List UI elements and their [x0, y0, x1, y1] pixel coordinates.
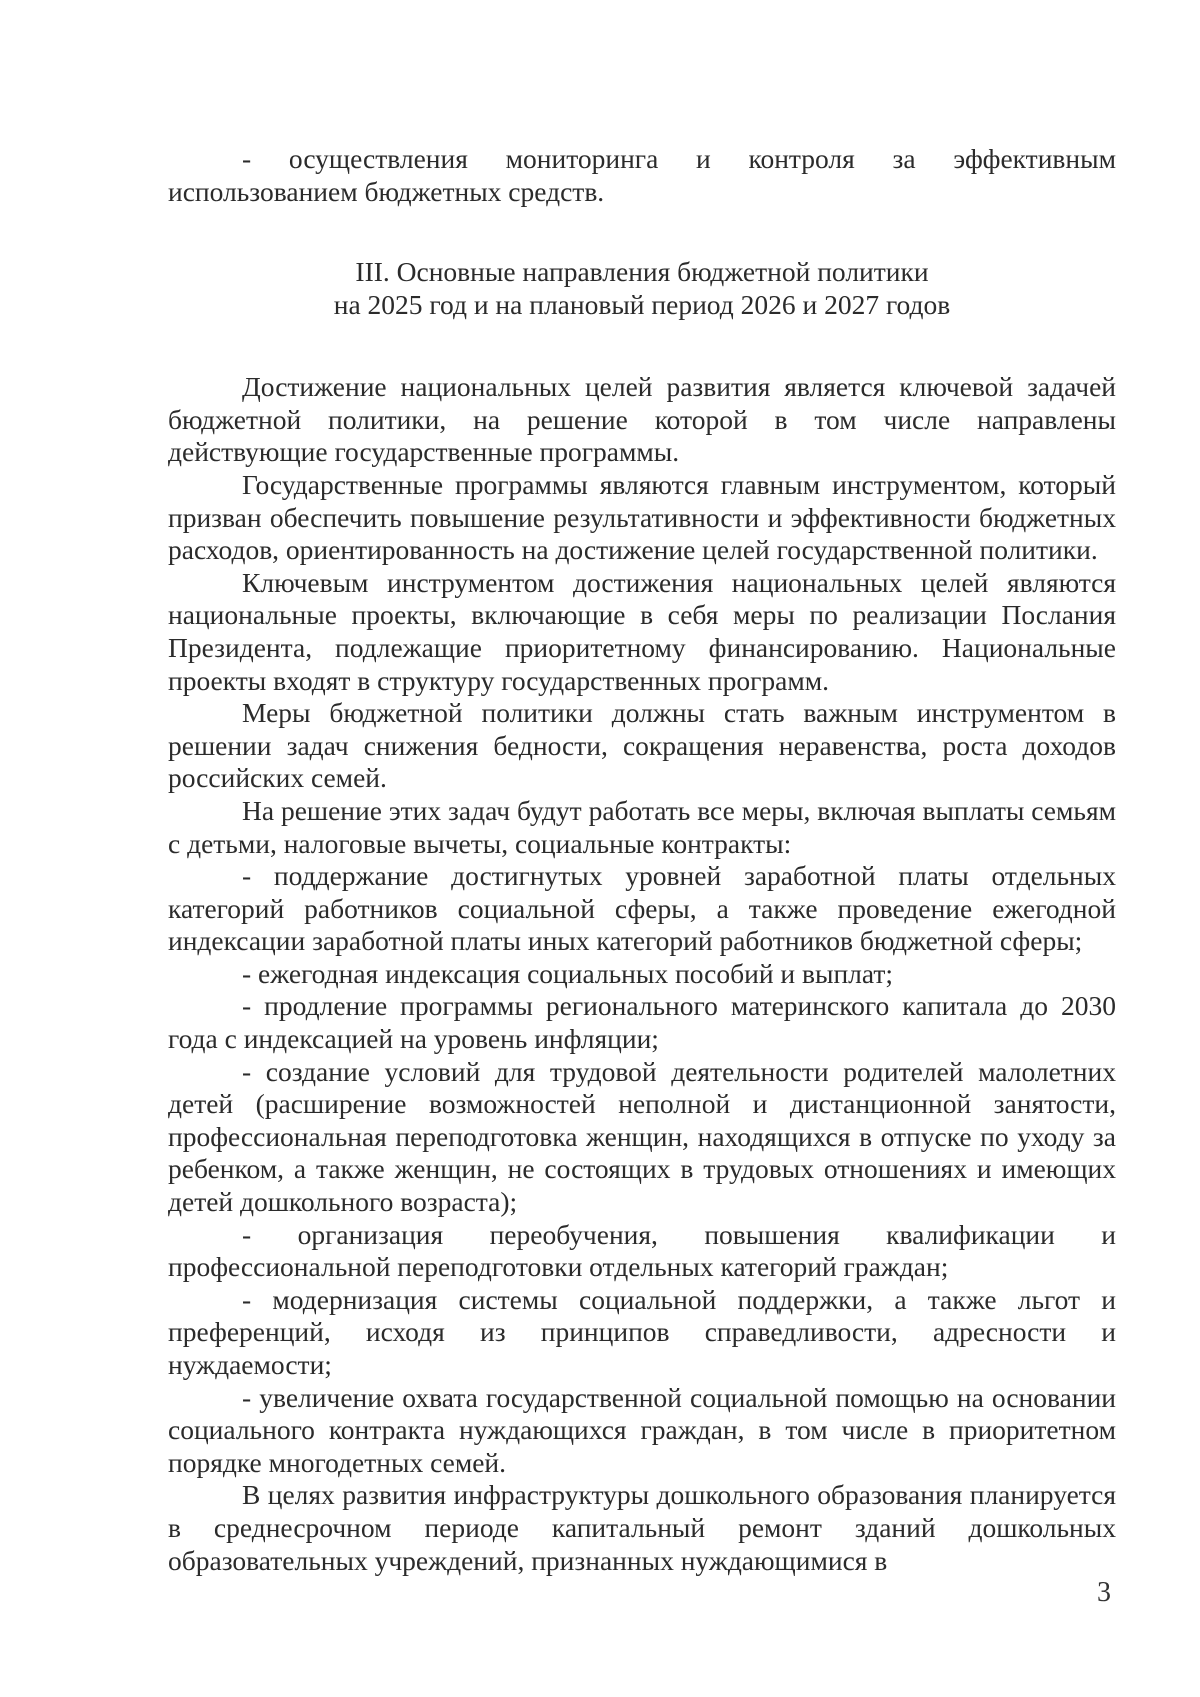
list-item: - ежегодная индексация социальных пособий и выплат;: [242, 957, 894, 989]
paragraph: На решение этих задач будут работать все меры, включая выплаты семьям с детьми, налоговые вычеты, социальные контракты:: [168, 794, 1116, 859]
list-item: - модернизация системы социальной поддержки, а также льгот и преференций, исходя из принципов справедливости, адресности и нуждаемости;: [168, 1283, 1116, 1380]
intro-paragraph: - осуществления мониторинга и контроля за эффективным использованием бюджетных средств.: [168, 143, 1116, 207]
list-item: - организация переобучения, повышения квалификации и профессиональной переподготовки отдельных категорий граждан;: [168, 1218, 1116, 1283]
paragraph: Ключевым инструментом достижения национальных целей являются национальные проекты, включающие в себя меры по реализации Послания Президента, подлежащие приоритетному финансированию. Национальные проекты входят в структуру государственных программ.: [168, 566, 1116, 696]
list-item: - увеличение охвата государственной социальной помощью на основании социального контракта нуждающихся граждан, в том числе в приоритетном порядке многодетных семей.: [168, 1381, 1116, 1478]
paragraph: Достижение национальных целей развития является ключевой задачей бюджетной политики, на решение которой в том числе направлены действующие государственные программы.: [168, 371, 1116, 468]
section-heading-line-2: на 2025 год и на плановый период 2026 и 2027 годов: [333, 289, 951, 321]
section-heading: [168, 255, 1116, 321]
paragraph: Меры бюджетной политики должны стать важным инструментом в решении задач снижения бедности, сокращения неравенства, роста доходов российских семей.: [168, 697, 1116, 794]
list-item: - создание условий для трудовой деятельности родителей малолетних детей (расширение возможностей неполной и дистанционной занятости, профессиональная переподготовка женщин, находящихся в отпуске по уходу за ребенком, а также женщин, не состоящих в трудовых отношениях и имеющих детей дошкольного возраста);: [168, 1055, 1116, 1218]
page-number: 3: [1097, 1577, 1111, 1608]
page-body: [168, 143, 1116, 1577]
list-item: - продление программы регионального материнского капитала до 2030 года с индексацией на уровень инфляции;: [168, 990, 1116, 1055]
list-item: - поддержание достигнутых уровней заработной платы отдельных категорий работников социальной сферы, а также проведение ежегодной индексации заработной платы иных категорий работников бюджетной сферы;: [168, 860, 1116, 957]
section-heading-line-1: III. Основные направления бюджетной политики: [355, 256, 929, 288]
paragraph: Государственные программы являются главным инструментом, который призван обеспечить повышение результативности и эффективности бюджетных расходов, ориентированность на достижение целей государственной политики.: [168, 468, 1116, 566]
closing-paragraph: В целях развития инфраструктуры дошкольного образования планируется в среднесрочном периоде капитальный ремонт зданий дошкольных образовательных учреждений, признанных нуждающимися в: [168, 1479, 1116, 1576]
